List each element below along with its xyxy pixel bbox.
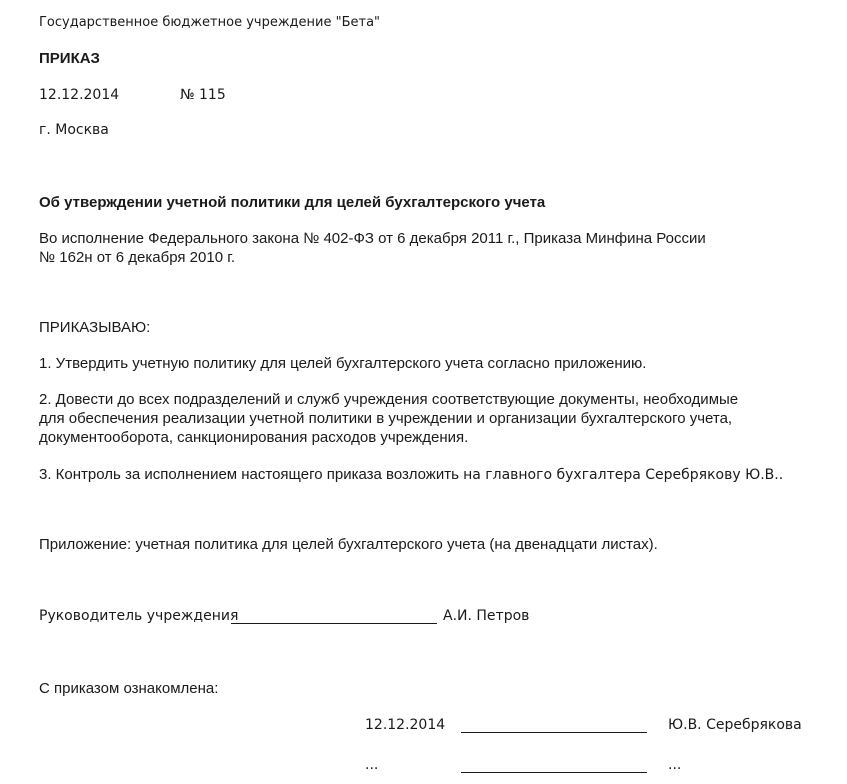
acknowledgement-date: 12.12.2014 bbox=[365, 717, 446, 733]
acknowledgement-label: С приказом ознакомлена: bbox=[39, 680, 219, 697]
acknowledgement-name-2: ... bbox=[668, 757, 682, 773]
acknowledgement-date-2: ... bbox=[365, 757, 379, 773]
order-item-2-line-3: документооборота, санкционирования расходов учреждения. bbox=[39, 429, 469, 446]
order-directive: ПРИКАЗЫВАЮ: bbox=[39, 319, 151, 336]
order-title: Об утверждении учетной политики для целей бухгалтерского учета bbox=[39, 194, 546, 211]
document-type: ПРИКАЗ bbox=[39, 50, 100, 67]
acknowledgement-signature-line bbox=[461, 732, 647, 733]
order-item-3-text: 3. Контроль за исполнением настоящего приказа возложить bbox=[39, 466, 464, 483]
order-item-3-responsible: на главного бухгалтера Серебрякову Ю.В.. bbox=[463, 467, 784, 483]
preamble-line-1: Во исполнение Федерального закона № 402-ФЗ от 6 декабря 2011 г., Приказа Минфина России bbox=[39, 230, 706, 247]
order-date: 12.12.2014 bbox=[39, 87, 120, 103]
order-number: № 115 bbox=[180, 87, 226, 103]
signature-name: А.И. Петров bbox=[443, 608, 530, 624]
acknowledgement-name: Ю.В. Серебрякова bbox=[668, 717, 802, 733]
order-item-2-line-2: для обеспечения реализации учетной политики в учреждении и организации бухгалтерского учета, bbox=[39, 410, 733, 427]
order-item-1: 1. Утвердить учетную политику для целей бухгалтерского учета согласно приложению. bbox=[39, 355, 647, 372]
preamble-line-2: № 162н от 6 декабря 2010 г. bbox=[39, 249, 236, 266]
acknowledgement-signature-line-2 bbox=[461, 772, 647, 773]
order-item-2-line-1: 2. Довести до всех подразделений и служб учреждения соответствующие документы, необходимые bbox=[39, 391, 739, 408]
signature-line bbox=[231, 623, 437, 624]
order-city: г. Москва bbox=[39, 122, 109, 138]
signature-role: Руководитель учреждения bbox=[39, 608, 239, 624]
attachment-note: Приложение: учетная политика для целей бухгалтерского учета (на двенадцати листах). bbox=[39, 536, 658, 553]
organization-name: Государственное бюджетное учреждение "Бета" bbox=[39, 15, 381, 30]
order-item-3 bbox=[39, 464, 783, 483]
